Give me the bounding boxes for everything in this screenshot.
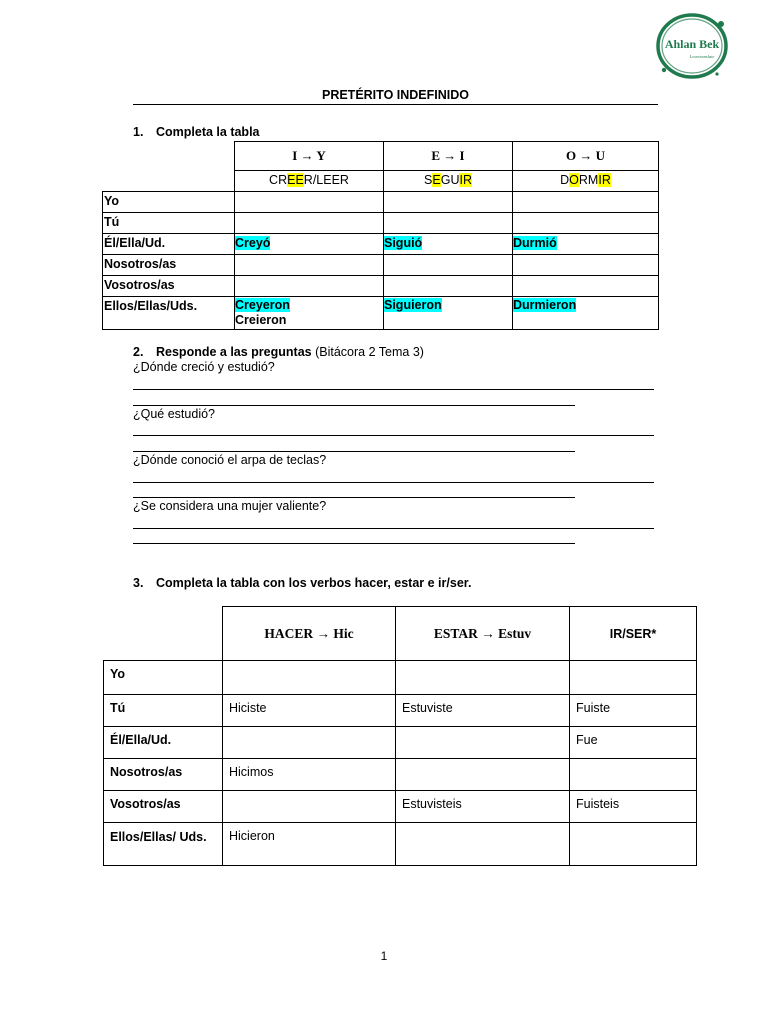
page-number: 1	[380, 949, 388, 963]
answer-cell[interactable]	[396, 823, 570, 866]
filled-answer: Durmieron	[513, 298, 577, 312]
answer-cell[interactable]	[384, 192, 513, 213]
section-2-heading	[133, 345, 424, 359]
row-label: Ellos/Ellas/Uds.	[103, 297, 235, 330]
section-3-number: 3.	[133, 576, 144, 590]
filled-answer: Creyeron	[235, 298, 290, 312]
alternate-answer: Creieron	[235, 313, 287, 327]
answer-cell[interactable]	[570, 759, 697, 791]
col-header-hacer: HACER → Hic	[223, 607, 396, 661]
answer-line[interactable]	[133, 389, 654, 390]
question-2: ¿Qué estudió?	[133, 407, 215, 421]
ending-highlight: IR	[598, 173, 611, 187]
col-header-estar: ESTAR → Estuv	[396, 607, 570, 661]
answer-cell[interactable]	[384, 213, 513, 234]
answer-cell[interactable]	[235, 297, 384, 330]
table-corner	[104, 607, 223, 661]
answer-line[interactable]	[133, 528, 654, 529]
answer-cell[interactable]	[513, 192, 659, 213]
row-label: Vosotros/as	[103, 276, 235, 297]
row-label: Nosotros/as	[103, 255, 235, 276]
section-2-source: (Bitácora 2 Tema 3)	[315, 345, 424, 359]
answer-cell[interactable]	[235, 276, 384, 297]
question-3: ¿Dónde conoció el arpa de teclas?	[133, 453, 327, 467]
answer-cell[interactable]	[235, 192, 384, 213]
answer-cell[interactable]	[384, 276, 513, 297]
col-header-e-i: E → I	[384, 142, 513, 171]
table-row	[103, 255, 659, 276]
verb-creer-leer: CREER/LEER	[235, 171, 384, 192]
answer-cell[interactable]	[570, 823, 697, 866]
page-title: PRETÉRITO INDEFINIDO	[321, 88, 469, 102]
col-header-o-u: O → U	[513, 142, 659, 171]
filled-answer: Siguieron	[384, 298, 442, 312]
table-row	[103, 234, 659, 255]
section-3-title: Completa la tabla con los verbos hacer, estar e ir/ser.	[156, 576, 472, 590]
row-label: Yo	[103, 192, 235, 213]
table-row	[104, 759, 697, 791]
row-label: Tú	[104, 695, 223, 727]
row-label: Él/Ella/Ud.	[103, 234, 235, 255]
answer-cell[interactable]: Fuiste	[570, 695, 697, 727]
answer-cell[interactable]	[513, 255, 659, 276]
logo-name: Ahlan Bek	[664, 37, 720, 51]
answer-line[interactable]	[133, 497, 575, 498]
row-label: Él/Ella/Ud.	[104, 727, 223, 759]
section-1-number: 1.	[133, 125, 144, 139]
question-1: ¿Dónde creció y estudió?	[133, 360, 275, 374]
answer-cell[interactable]	[396, 727, 570, 759]
preterite-irregular-table	[102, 141, 659, 330]
table-row	[104, 791, 697, 823]
table-row	[103, 213, 659, 234]
answer-cell[interactable]	[513, 234, 659, 255]
answer-cell[interactable]	[384, 234, 513, 255]
table-corner	[103, 142, 235, 192]
section-3-heading	[133, 576, 471, 590]
answer-cell[interactable]	[570, 661, 697, 695]
row-label: Vosotros/as	[104, 791, 223, 823]
col-header-ir-ser: IR/SER*	[570, 607, 697, 661]
answer-cell[interactable]: Hicimos	[223, 759, 396, 791]
answer-cell[interactable]	[235, 213, 384, 234]
vowel-highlight: O	[569, 173, 579, 187]
table-row	[104, 661, 697, 695]
answer-cell[interactable]	[384, 255, 513, 276]
answer-cell[interactable]	[223, 727, 396, 759]
table-row	[104, 695, 697, 727]
answer-cell[interactable]: Hiciste	[223, 695, 396, 727]
irregular-verbs-table	[103, 606, 697, 866]
table-row	[104, 823, 697, 866]
ending-highlight: IR	[459, 173, 472, 187]
answer-cell[interactable]	[513, 297, 659, 330]
section-1-heading	[133, 125, 260, 139]
answer-cell[interactable]: Fue	[570, 727, 697, 759]
answer-cell[interactable]	[223, 791, 396, 823]
filled-answer: Creyó	[235, 236, 271, 250]
vowel-highlight: EE	[287, 173, 304, 187]
answer-cell[interactable]: Estuviste	[396, 695, 570, 727]
answer-cell[interactable]: Hicieron	[223, 823, 396, 866]
row-label: Ellos/Ellas/ Uds.	[104, 823, 223, 866]
answer-cell[interactable]	[235, 255, 384, 276]
answer-line[interactable]	[133, 543, 575, 544]
answer-cell[interactable]	[396, 661, 570, 695]
filled-answer: Siguió	[384, 236, 423, 250]
answer-line[interactable]	[133, 451, 575, 452]
question-4: ¿Se considera una mujer valiente?	[133, 499, 327, 513]
section-1-title: Completa la tabla	[156, 125, 260, 139]
answer-cell[interactable]: Fuisteis	[570, 791, 697, 823]
table-row	[103, 276, 659, 297]
vowel-highlight: E	[432, 173, 441, 187]
row-label: Yo	[104, 661, 223, 695]
section-2-title: Responde a las preguntas	[156, 345, 312, 359]
answer-cell[interactable]	[396, 759, 570, 791]
logo-tagline: Lovetranslate	[689, 54, 715, 59]
answer-cell[interactable]	[384, 297, 513, 330]
answer-cell[interactable]: Estuvisteis	[396, 791, 570, 823]
filled-answer: Durmió	[513, 236, 557, 250]
title-underline	[133, 104, 658, 105]
table-row	[103, 192, 659, 213]
answer-line[interactable]	[133, 482, 654, 483]
table-row	[104, 727, 697, 759]
answer-line[interactable]	[133, 405, 575, 406]
col-header-i-y: I → Y	[235, 142, 384, 171]
row-label: Tú	[103, 213, 235, 234]
answer-cell[interactable]	[235, 234, 384, 255]
answer-line[interactable]	[133, 435, 654, 436]
answer-cell[interactable]	[513, 276, 659, 297]
ahlan-bek-logo	[651, 8, 733, 84]
verb-dormir: DORMIR	[513, 171, 659, 192]
answer-cell[interactable]	[513, 213, 659, 234]
row-label: Nosotros/as	[104, 759, 223, 791]
section-2-number: 2.	[133, 345, 144, 359]
table-row	[103, 297, 659, 330]
verb-seguir: SEGUIR	[384, 171, 513, 192]
answer-cell[interactable]	[223, 661, 396, 695]
